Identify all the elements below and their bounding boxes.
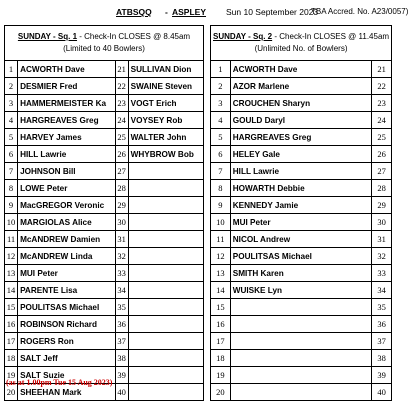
bowler-name [128, 265, 203, 282]
table-row [5, 78, 204, 95]
bowler-name [128, 197, 203, 214]
table-row [5, 231, 204, 248]
row-number: 40 [115, 384, 128, 401]
row-number: 26 [115, 146, 128, 163]
bowler-name: MacGREGOR Veronic [18, 197, 115, 214]
row-number: 14 [211, 282, 231, 299]
table-row [211, 95, 392, 112]
header-separator: - [165, 7, 168, 17]
row-number: 23 [115, 95, 128, 112]
row-number: 23 [372, 95, 392, 112]
bowler-name: MUI Peter [18, 265, 115, 282]
row-number: 27 [115, 163, 128, 180]
bowler-name: HARVEY James [18, 129, 115, 146]
row-number: 39 [115, 367, 128, 384]
row-number: 25 [372, 129, 392, 146]
bowler-name: WALTER John [128, 129, 203, 146]
row-number: 16 [5, 316, 18, 333]
bowler-name [230, 299, 372, 316]
row-number: 15 [5, 299, 18, 316]
squad-1-checkin: - Check-In CLOSES @ 8.45am [79, 32, 191, 41]
row-number: 21 [372, 61, 392, 78]
bowler-name: HARGREAVES Greg [230, 129, 372, 146]
bowler-name: JOHNSON Bill [18, 163, 115, 180]
table-row [5, 197, 204, 214]
row-number: 37 [115, 333, 128, 350]
row-number: 5 [5, 129, 18, 146]
row-number: 38 [115, 350, 128, 367]
row-number: 10 [211, 214, 231, 231]
table-row [5, 282, 204, 299]
row-number: 13 [5, 265, 18, 282]
row-number: 26 [372, 146, 392, 163]
row-number: 31 [115, 231, 128, 248]
table-row [5, 316, 204, 333]
row-number: 30 [372, 214, 392, 231]
row-number: 3 [211, 95, 231, 112]
row-number: 24 [372, 112, 392, 129]
squad-1-table [4, 25, 204, 401]
row-number: 2 [5, 78, 18, 95]
squad-2-limit: (Unlimited No. of Bowlers) [254, 44, 348, 53]
bowler-name: PARENTE Lisa [18, 282, 115, 299]
row-number: 21 [115, 61, 128, 78]
row-number: 19 [211, 367, 231, 384]
bowler-name: SMITH Karen [230, 265, 372, 282]
row-number: 2 [211, 78, 231, 95]
bowler-name: McANDREW Linda [18, 248, 115, 265]
row-number: 28 [372, 180, 392, 197]
table-row [5, 248, 204, 265]
squad-2-table [210, 25, 392, 401]
table-row [5, 350, 204, 367]
bowler-name: MARGIOLAS Alice [18, 214, 115, 231]
row-number: 15 [211, 299, 231, 316]
bowler-name: MUI Peter [230, 214, 372, 231]
row-number: 14 [5, 282, 18, 299]
bowler-name [128, 214, 203, 231]
row-number: 6 [5, 146, 18, 163]
table-row [5, 265, 204, 282]
table-row [211, 299, 392, 316]
row-number: 24 [115, 112, 128, 129]
row-number: 18 [5, 350, 18, 367]
bowler-name [128, 384, 203, 401]
row-number: 34 [115, 282, 128, 299]
table-row [211, 231, 392, 248]
row-number: 1 [211, 61, 231, 78]
table-row [5, 163, 204, 180]
bowler-name [128, 180, 203, 197]
row-number: 5 [211, 129, 231, 146]
squad-2-header [211, 26, 392, 61]
row-number: 33 [115, 265, 128, 282]
row-number: 13 [211, 265, 231, 282]
row-number: 6 [211, 146, 231, 163]
row-number: 36 [115, 316, 128, 333]
bowler-name [230, 384, 372, 401]
table-row [211, 350, 392, 367]
row-number: 1 [5, 61, 18, 78]
bowler-name [128, 282, 203, 299]
bowler-name [230, 350, 372, 367]
row-number: 18 [211, 350, 231, 367]
bowler-name [128, 367, 203, 384]
row-number: 37 [372, 333, 392, 350]
table-row [211, 384, 392, 401]
table-row [211, 146, 392, 163]
row-number: 16 [211, 316, 231, 333]
squad-2-checkin: - Check-In CLOSES @ 11.45am [274, 32, 390, 41]
table-row [5, 129, 204, 146]
bowler-name: HELEY Gale [230, 146, 372, 163]
row-number: 8 [211, 180, 231, 197]
bowler-name: SALT Suzie [18, 367, 115, 384]
row-number: 34 [372, 282, 392, 299]
row-number: 28 [115, 180, 128, 197]
row-number: 8 [5, 180, 18, 197]
document-header [0, 3, 417, 19]
row-number: 9 [5, 197, 18, 214]
row-number: 3 [5, 95, 18, 112]
bowler-name: POULITSAS Michael [18, 299, 115, 316]
row-number: 25 [115, 129, 128, 146]
squad-2-title: SUNDAY - Sq. 2 [213, 32, 273, 41]
table-row [211, 78, 392, 95]
bowler-name [230, 316, 372, 333]
row-number: 35 [115, 299, 128, 316]
bowler-name: CROUCHEN Sharyn [230, 95, 372, 112]
row-number: 12 [211, 248, 231, 265]
bowler-name: SULLIVAN Dion [128, 61, 203, 78]
row-number: 22 [115, 78, 128, 95]
table-row [211, 180, 392, 197]
row-number: 30 [115, 214, 128, 231]
table-row [211, 112, 392, 129]
as-at-note: (as at 1.00pm Tue 15 Aug 2023) [6, 378, 113, 387]
bowler-name: ROBINSON Richard [18, 316, 115, 333]
bowler-name: DESMIER Fred [18, 78, 115, 95]
row-number: 39 [372, 367, 392, 384]
row-number: 40 [372, 384, 392, 401]
accreditation-number: TBA Accred. No. A23/0057) [311, 7, 409, 16]
squad-1-title: SUNDAY - Sq. 1 [17, 32, 78, 41]
table-row [211, 333, 392, 350]
table-row [211, 282, 392, 299]
row-number: 10 [5, 214, 18, 231]
table-row [211, 248, 392, 265]
row-number: 38 [372, 350, 392, 367]
row-number: 11 [5, 231, 18, 248]
bowler-name: WUISKE Lyn [230, 282, 372, 299]
bowler-name: ACWORTH Dave [230, 61, 372, 78]
row-number: 17 [5, 333, 18, 350]
bowler-name: McANDREW Damien [18, 231, 115, 248]
row-number: 4 [211, 112, 231, 129]
table-row [5, 333, 204, 350]
table-row [5, 112, 204, 129]
bowler-name: HARGREAVES Greg [18, 112, 115, 129]
bowler-name: ROGERS Ron [18, 333, 115, 350]
row-number: 31 [372, 231, 392, 248]
row-number: 17 [211, 333, 231, 350]
bowler-name: HAMMERMEISTER Ka [18, 95, 115, 112]
bowler-name [128, 163, 203, 180]
bowler-name: WHYBROW Bob [128, 146, 203, 163]
bowler-name: SALT Jeff [18, 350, 115, 367]
row-number: 4 [5, 112, 18, 129]
bowler-name: VOGT Erich [128, 95, 203, 112]
bowler-name [128, 231, 203, 248]
table-row [211, 163, 392, 180]
bowler-name: HILL Lawrie [18, 146, 115, 163]
bowler-name: SWAINE Steven [128, 78, 203, 95]
bowler-name: POULITSAS Michael [230, 248, 372, 265]
table-row [5, 214, 204, 231]
table-row [5, 180, 204, 197]
row-number: 32 [372, 248, 392, 265]
row-number: 7 [5, 163, 18, 180]
bowler-name: GOULD Daryl [230, 112, 372, 129]
bowler-name [128, 299, 203, 316]
bowler-name: SHEEHAN Mark [18, 384, 115, 401]
table-row [211, 316, 392, 333]
table-row [5, 95, 204, 112]
row-number: 29 [115, 197, 128, 214]
bowler-name [128, 333, 203, 350]
bowler-name: NICOL Andrew [230, 231, 372, 248]
row-number: 19 [5, 367, 18, 384]
row-number: 22 [372, 78, 392, 95]
row-number: 33 [372, 265, 392, 282]
squad-1-limit: (Limited to 40 Bowlers) [63, 44, 145, 53]
row-number: 36 [372, 316, 392, 333]
row-number: 11 [211, 231, 231, 248]
bowler-name: HILL Lawrie [230, 163, 372, 180]
table-row [5, 61, 204, 78]
bowler-name: VOYSEY Rob [128, 112, 203, 129]
bowler-name [128, 316, 203, 333]
table-row [5, 299, 204, 316]
row-number: 7 [211, 163, 231, 180]
bowler-name [128, 248, 203, 265]
bowler-name: ACWORTH Dave [18, 61, 115, 78]
table-row [5, 146, 204, 163]
row-number: 27 [372, 163, 392, 180]
squad-1-header [5, 26, 204, 61]
bowler-name: LOWE Peter [18, 180, 115, 197]
table-row [211, 214, 392, 231]
row-number: 20 [5, 384, 18, 401]
row-number: 12 [5, 248, 18, 265]
bowler-name [230, 367, 372, 384]
row-number: 29 [372, 197, 392, 214]
bowler-name: HOWARTH Debbie [230, 180, 372, 197]
bowler-name [230, 333, 372, 350]
bowler-name: AZOR Marlene [230, 78, 372, 95]
bowler-name [128, 350, 203, 367]
table-row [211, 61, 392, 78]
row-number: 35 [372, 299, 392, 316]
table-row [211, 367, 392, 384]
venue-name: ASPLEY [172, 7, 207, 17]
row-number: 9 [211, 197, 231, 214]
org-name: ATBSQQ [116, 7, 152, 17]
row-number: 20 [211, 384, 231, 401]
table-row [211, 265, 392, 282]
row-number: 32 [115, 248, 128, 265]
table-row [211, 197, 392, 214]
table-row [211, 129, 392, 146]
event-date: Sun 10 September 2023 [226, 7, 319, 17]
bowler-name: KENNEDY Jamie [230, 197, 372, 214]
